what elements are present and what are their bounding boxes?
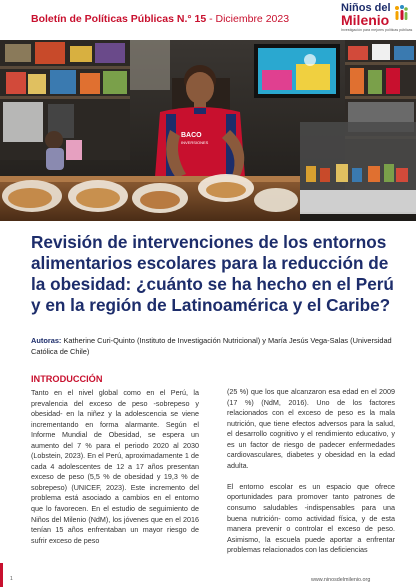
footer-accent-bar [0, 563, 3, 587]
bulletin-separator: - [206, 13, 216, 25]
bulletin-line [31, 13, 289, 25]
authors-label: Autoras: [31, 336, 62, 345]
ninos-del-milenio-logo[interactable] [339, 2, 413, 36]
cover-photo [0, 40, 416, 221]
authors-text: Katherine Curi-Quinto (Instituto de Investigación Nutricional) y María Jesús Vega-Salas (Universidad Católica de Chile) [31, 336, 392, 356]
logo-line1: Niños del [341, 2, 391, 14]
logo-tagline: Investigación para mejores políticas públicas [341, 28, 413, 32]
logo-line2: Milenio [341, 12, 390, 28]
article-title: Revisión de intervenciones de los entornos alimentarios escolares para la reducción de la obesidad: ¿cuánto se ha hecho en el Perú y en la región de Latinoamérica y el Caribe? [31, 232, 394, 315]
intro-paragraph-2: (25 %) que los que alcanzaron esa edad en el 2009 (17 %) (NdM, 2016). Uno de los factores relacionados con el exceso de peso es la mala nutrición, que tiene efectos adversos para la salud, el desarrollo cognitivo y el rendimiento educativo, y es un factor de riesgo de padecer enfermedades cardiovasculares, diabetes y obesidad en la edad adulta. [227, 387, 395, 470]
shop-scene-illustration [0, 40, 416, 221]
bulletin-date: Diciembre 2023 [215, 13, 290, 25]
section-heading-introduccion: INTRODUCCIÓN [31, 374, 103, 384]
intro-paragraph-3: El entorno escolar es un espacio que ofrece oportunidades para promover tanto patrones de consumo saludables -indispensables para una buena nutrición- como actividad física, y de esta manera prevenir o controlar el exceso de peso. Asimismo, la escuela puede aportar a enfrentar problemas relacionados con las deficiencias [227, 481, 395, 555]
authors-block [31, 336, 403, 357]
page-number: 1 [10, 576, 13, 582]
body-column-left [31, 388, 199, 546]
footer-website-link[interactable]: www.ninosdelmilenio.org [311, 577, 371, 583]
page-header [0, 0, 416, 40]
body-column-right [227, 387, 395, 556]
intro-paragraph-1: Tanto en el nivel global como en el Perú, la prevalencia del exceso de peso -sobrepeso y obesidad- en la niñez y la adolescencia se viene incrementando en forma alarmante. Según el Informe Mundial de Obesidad, se espera un aumento del 7 % para el periodo 2020 al 2030 (Lobstein, 2023). En el Perú, aproximadamente 1 de cada 4 adolescentes de 12 a 17 años presentan exceso de peso (5,5 % de obesidad y 19,3 % de sobrepeso) (UNICEF, 2023). Este incremento del problema está asociado a cambios en el entorno que lo favorecen. En el estudio de seguimiento de Niños del Milenio (NdM), los jóvenes que en el 2016 tenían 15 años enfrentaban un mayor riesgo de sufrir exceso de peso [31, 388, 199, 545]
logo-figures-icon [394, 5, 408, 23]
jersey-brand-sub: INVERSIONES [181, 140, 209, 145]
jersey-brand: BACO [181, 132, 202, 139]
bulletin-number: Boletín de Políticas Públicas N.° 15 [31, 13, 207, 25]
